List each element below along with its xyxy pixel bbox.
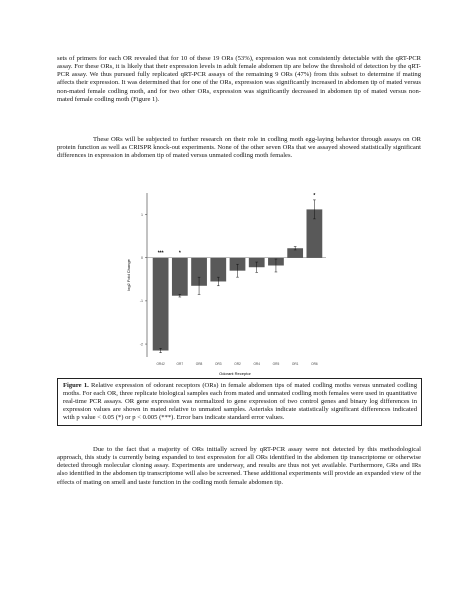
- y-tick-label: 0: [141, 256, 143, 261]
- x-axis-label: Odorant Receptor: [219, 371, 251, 376]
- body-paragraph-1: sets of primers for each OR revealed that for 10 of these 19 ORs (53%), expression was not consistently detectable with the qRT-PCR assay. For these ORs, it is likely that their expression levels in adult female abdomen tip are below the threshold of detection by the qRT-PCR assay. We thus pursued fully replicated qRT-PCR assays of the remaining 9 ORs (47%) from this subset to determine if mating affects their expression. It was determined that for one of the ORs, expression was significantly increased in abdomen tip of mated versus non-mated female codling moth, and for two other ORs, expression was significantly decreased in abdomen tip of mated versus non-mated female codling moth (Figure 1).: [57, 55, 421, 103]
- x-tick-label: OR5: [272, 362, 280, 366]
- x-tick-label: OR7: [176, 362, 184, 366]
- y-tick-label: -1: [139, 299, 143, 304]
- x-tick-label: OR4: [253, 362, 261, 366]
- x-tick-label: OR1: [291, 362, 299, 366]
- x-tick-label: OR2: [234, 362, 241, 366]
- significance-asterisk: *: [313, 192, 316, 199]
- body-paragraph-3: Due to the fact that a majority of ORs initially screed by qRT-PCR assay were not detected by this methodological approach, this study is currently being expanded to test expression for all ORs identified in the abdomen tip transcriptome or otherwise detected through molecular cloning assay. Experiments are underway, and results are thus not yet available. Furthermore, GRs and IRs also identified in the abdomen tip transcriptome will also be screened. These additional experiments will provide an expanded view of the effects of mating on smell and taste function in the codling moth female abdomen tip.: [57, 446, 421, 486]
- y-tick-label: -2: [139, 342, 143, 347]
- significance-asterisk: ***: [157, 250, 164, 257]
- body-paragraph-2: These ORs will be subjected to further research on their role in codling moth egg-laying behavior through assays on OR protein function as well as CRISPR knock-out experiments. None of the other seven ORs that we assayed showed statistically significant differences in expression in abdomen tip of mated versus unmated codling moth females.: [57, 136, 421, 160]
- bar-or7: [172, 258, 188, 296]
- significance-asterisk: *: [178, 250, 181, 257]
- caption-text: Relative expression of odorant receptors (ORs) in female abdomen tips of mated codling moths versus unmated codling moths. For each OR, three replicate biological samples each from mated and unmated codling moth females were used in quantitative real-time PCR assays. OR gene expression was normalized to gene expression of two control genes and binary log differences in expression values are shown in mated relative to unmated samples. Asterisks indicate statistically significant differences indicated with p value < 0.05 (*) or p < 0.005 (***). Error bars indicate standard error values.: [63, 382, 417, 421]
- bar-chart: [120, 185, 330, 381]
- y-tick-label: 1: [141, 212, 143, 217]
- x-tick-label: OR6: [311, 362, 318, 366]
- x-tick-label: OR3: [214, 362, 222, 366]
- figure-1-chart: [120, 185, 330, 381]
- caption-label: Figure 1.: [63, 382, 89, 389]
- x-tick-label: OR42: [156, 362, 165, 366]
- y-axis-label: log2 Fold Change: [126, 259, 131, 291]
- figure-caption: [57, 378, 422, 426]
- bar-or42: [153, 258, 169, 351]
- x-tick-label: OR8: [195, 362, 203, 366]
